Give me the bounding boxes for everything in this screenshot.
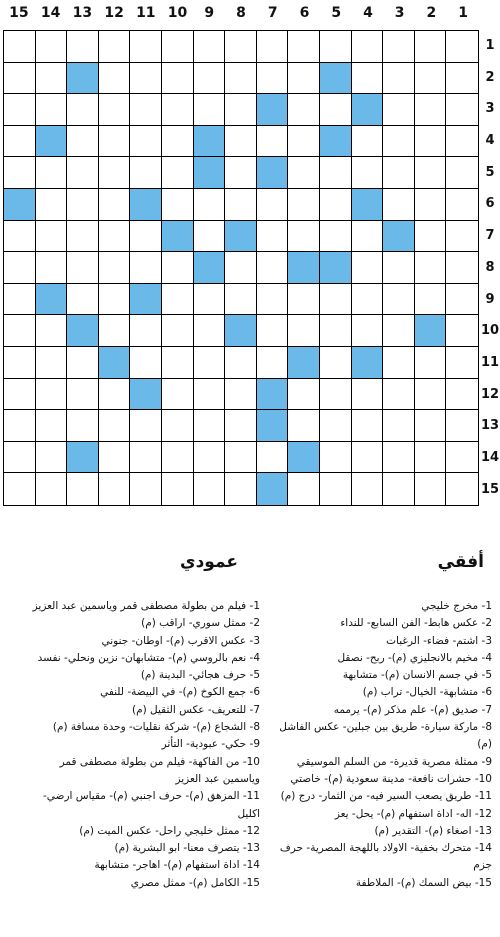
answer-cell[interactable] xyxy=(320,284,352,316)
across-clue: 10- حشرات نافعة- مدينة سعودية (م)- خاصتي xyxy=(290,772,492,785)
answer-cell[interactable] xyxy=(415,189,447,221)
answer-cell[interactable] xyxy=(415,379,447,411)
answer-cell[interactable] xyxy=(288,379,320,411)
answer-cell[interactable] xyxy=(415,347,447,379)
answer-cell[interactable] xyxy=(36,410,68,442)
blocked-cell xyxy=(162,221,194,253)
across-clue: 4- مخيم بالانجليزي (م)- ربح- نصقل xyxy=(337,651,492,664)
answer-cell[interactable] xyxy=(257,63,289,95)
answer-cell[interactable] xyxy=(383,252,415,284)
row-number: 11 xyxy=(480,354,500,370)
answer-cell[interactable] xyxy=(288,126,320,158)
blocked-cell xyxy=(4,189,36,221)
across-clue: 3- اشتم- فضاء- الرغبات xyxy=(386,634,492,647)
answer-cell[interactable] xyxy=(288,473,320,505)
answer-cell[interactable] xyxy=(352,315,384,347)
across-clue: 13- اصغاء (م)- التقدير (م) xyxy=(374,824,492,837)
down-clue: 13- يتصرف معنا- ابو البشرية (م) xyxy=(114,842,260,855)
blocked-cell xyxy=(194,126,226,158)
answer-cell[interactable] xyxy=(288,315,320,347)
across-clue: 11- طريق يصعب السير فيه- من الثمار- درج (م) xyxy=(280,790,492,803)
answer-cell[interactable] xyxy=(194,189,226,221)
row-number: 3 xyxy=(485,101,495,117)
answer-cell[interactable] xyxy=(4,442,36,474)
answer-cell[interactable] xyxy=(162,126,194,158)
column-number: 11 xyxy=(136,5,156,21)
answer-cell[interactable] xyxy=(446,157,478,189)
answer-cell[interactable] xyxy=(130,315,162,347)
column-number: 15 xyxy=(9,5,29,21)
answer-cell[interactable] xyxy=(130,252,162,284)
answer-cell[interactable] xyxy=(162,473,194,505)
answer-cell[interactable] xyxy=(383,284,415,316)
answer-cell[interactable] xyxy=(383,347,415,379)
answer-cell[interactable] xyxy=(130,126,162,158)
answer-cell[interactable] xyxy=(130,347,162,379)
answer-cell[interactable] xyxy=(162,315,194,347)
answer-cell[interactable] xyxy=(36,189,68,221)
blocked-cell xyxy=(320,126,352,158)
answer-cell[interactable] xyxy=(225,379,257,411)
answer-cell[interactable] xyxy=(130,31,162,63)
answer-cell[interactable] xyxy=(320,31,352,63)
answer-cell[interactable] xyxy=(4,252,36,284)
down-clue: 4- نعم بالروسي (م)- متشابهان- نزين ونحلي- نفسد xyxy=(37,651,260,664)
column-number: 12 xyxy=(104,5,124,21)
answer-cell[interactable] xyxy=(352,31,384,63)
down-clue: 9- حكي- عبودية- التأثر xyxy=(161,738,260,751)
blocked-cell xyxy=(288,442,320,474)
answer-cell[interactable] xyxy=(415,157,447,189)
answer-cell[interactable] xyxy=(320,221,352,253)
column-numbers xyxy=(3,2,479,24)
answer-cell[interactable] xyxy=(225,252,257,284)
blocked-cell xyxy=(130,189,162,221)
answer-cell[interactable] xyxy=(67,221,99,253)
answer-cell[interactable] xyxy=(36,347,68,379)
across-clue: 2- عكس هابط- الفن السابع- للنداء xyxy=(340,617,492,630)
answer-cell[interactable] xyxy=(446,63,478,95)
row-number: 6 xyxy=(485,196,495,212)
answer-cell[interactable] xyxy=(67,126,99,158)
answer-cell[interactable] xyxy=(288,410,320,442)
answer-cell[interactable] xyxy=(415,221,447,253)
answer-cell[interactable] xyxy=(36,63,68,95)
column-number: 4 xyxy=(363,5,373,21)
blocked-cell xyxy=(257,473,289,505)
row-number: 12 xyxy=(480,386,500,402)
row-number: 13 xyxy=(480,418,500,434)
answer-cell[interactable] xyxy=(288,63,320,95)
answer-cell[interactable] xyxy=(383,442,415,474)
answer-cell[interactable] xyxy=(36,442,68,474)
answer-cell[interactable] xyxy=(257,126,289,158)
answer-cell[interactable] xyxy=(415,442,447,474)
column-number: 1 xyxy=(458,5,469,21)
answer-cell[interactable] xyxy=(99,63,131,95)
answer-cell[interactable] xyxy=(225,126,257,158)
answer-cell[interactable] xyxy=(99,126,131,158)
across-clue: 15- بيض السمك (م)- الملاطفة xyxy=(355,876,492,889)
answer-cell[interactable] xyxy=(415,410,447,442)
across-clue: 7- صديق (م)- علم مذكر (م)- يرممه xyxy=(333,703,492,716)
blocked-cell xyxy=(257,379,289,411)
answer-cell[interactable] xyxy=(194,347,226,379)
across-clue: 8- ماركة سيارة- طريق بين جبلين- عكس الفاشل (م) xyxy=(279,721,492,751)
answer-cell[interactable] xyxy=(130,410,162,442)
answer-cell[interactable] xyxy=(194,379,226,411)
answer-cell[interactable] xyxy=(4,63,36,95)
answer-cell[interactable] xyxy=(130,157,162,189)
across-clue: 14- متحرك بخفية- الاولاد باللهجة المصرية- حرف جزم xyxy=(279,842,492,872)
answer-cell[interactable] xyxy=(320,157,352,189)
answer-cell[interactable] xyxy=(225,63,257,95)
answer-cell[interactable] xyxy=(194,473,226,505)
blocked-cell xyxy=(36,126,68,158)
blocked-cell xyxy=(288,252,320,284)
answer-cell[interactable] xyxy=(162,379,194,411)
answer-cell[interactable] xyxy=(36,31,68,63)
answer-cell[interactable] xyxy=(67,410,99,442)
blocked-cell xyxy=(320,63,352,95)
answer-cell[interactable] xyxy=(383,379,415,411)
answer-cell[interactable] xyxy=(99,252,131,284)
crossword-grid xyxy=(3,30,479,506)
answer-cell[interactable] xyxy=(415,252,447,284)
answer-cell[interactable] xyxy=(130,63,162,95)
answer-cell[interactable] xyxy=(99,189,131,221)
answer-cell[interactable] xyxy=(446,347,478,379)
down-title: عمودي xyxy=(180,552,238,572)
answer-cell[interactable] xyxy=(99,31,131,63)
answer-cell[interactable] xyxy=(225,442,257,474)
column-number: 6 xyxy=(299,5,310,21)
answer-cell[interactable] xyxy=(320,189,352,221)
answer-cell[interactable] xyxy=(415,473,447,505)
answer-cell[interactable] xyxy=(162,94,194,126)
answer-cell[interactable] xyxy=(36,379,68,411)
answer-cell[interactable] xyxy=(194,63,226,95)
answer-cell[interactable] xyxy=(225,284,257,316)
answer-cell[interactable] xyxy=(67,189,99,221)
answer-cell[interactable] xyxy=(257,442,289,474)
answer-cell[interactable] xyxy=(4,157,36,189)
answer-cell[interactable] xyxy=(225,347,257,379)
blocked-cell xyxy=(99,347,131,379)
row-number: 7 xyxy=(485,228,495,244)
answer-cell[interactable] xyxy=(162,442,194,474)
answer-cell[interactable] xyxy=(446,442,478,474)
row-number: 14 xyxy=(480,449,500,465)
answer-cell[interactable] xyxy=(4,284,36,316)
answer-cell[interactable] xyxy=(67,252,99,284)
row-number: 15 xyxy=(480,481,500,497)
down-clue: 2- ممثل سوري- اراقب (م) xyxy=(141,617,260,630)
blocked-cell xyxy=(225,221,257,253)
answer-cell[interactable] xyxy=(36,94,68,126)
answer-cell[interactable] xyxy=(130,473,162,505)
column-number: 7 xyxy=(267,5,278,21)
down-clue: 14- اداة استفهام (م)- اهاجر- متشابهة xyxy=(94,859,260,872)
answer-cell[interactable] xyxy=(288,94,320,126)
down-clue: 8- الشجاع (م)- شركة نقليات- وحدة مسافة (م) xyxy=(52,721,260,734)
answer-cell[interactable] xyxy=(67,379,99,411)
answer-cell[interactable] xyxy=(383,315,415,347)
answer-cell[interactable] xyxy=(225,473,257,505)
answer-cell[interactable] xyxy=(320,442,352,474)
blocked-cell xyxy=(36,284,68,316)
answer-cell[interactable] xyxy=(225,410,257,442)
answer-cell[interactable] xyxy=(67,157,99,189)
answer-cell[interactable] xyxy=(36,252,68,284)
answer-cell[interactable] xyxy=(446,410,478,442)
column-number: 13 xyxy=(72,5,93,21)
answer-cell[interactable] xyxy=(320,94,352,126)
down-clues xyxy=(20,598,260,892)
answer-cell[interactable] xyxy=(446,379,478,411)
answer-cell[interactable] xyxy=(257,347,289,379)
answer-cell[interactable] xyxy=(99,94,131,126)
answer-cell[interactable] xyxy=(99,442,131,474)
down-clue: 11- المزهق (م)- حرف اجنبي (م)- مقياس ارضي- اكليل xyxy=(43,790,260,820)
answer-cell[interactable] xyxy=(67,347,99,379)
answer-cell[interactable] xyxy=(99,410,131,442)
blocked-cell xyxy=(257,410,289,442)
answer-cell[interactable] xyxy=(4,347,36,379)
answer-cell[interactable] xyxy=(383,157,415,189)
answer-cell[interactable] xyxy=(320,347,352,379)
blocked-cell xyxy=(130,379,162,411)
answer-cell[interactable] xyxy=(446,221,478,253)
answer-cell[interactable] xyxy=(99,315,131,347)
answer-cell[interactable] xyxy=(194,94,226,126)
answer-cell[interactable] xyxy=(383,63,415,95)
answer-cell[interactable] xyxy=(4,473,36,505)
answer-cell[interactable] xyxy=(257,31,289,63)
answer-cell[interactable] xyxy=(225,94,257,126)
row-number: 4 xyxy=(485,133,495,149)
answer-cell[interactable] xyxy=(352,221,384,253)
answer-cell[interactable] xyxy=(383,189,415,221)
answer-cell[interactable] xyxy=(162,31,194,63)
answer-cell[interactable] xyxy=(4,410,36,442)
answer-cell[interactable] xyxy=(99,473,131,505)
blocked-cell xyxy=(320,252,352,284)
blocked-cell xyxy=(67,442,99,474)
answer-cell[interactable] xyxy=(383,94,415,126)
answer-cell[interactable] xyxy=(67,284,99,316)
column-number: 14 xyxy=(40,5,61,21)
blocked-cell xyxy=(352,347,384,379)
answer-cell[interactable] xyxy=(36,315,68,347)
blocked-cell xyxy=(67,63,99,95)
across-clue: 6- متشابهة- الخيال- تراب (م) xyxy=(362,686,492,699)
answer-cell[interactable] xyxy=(130,442,162,474)
blocked-cell xyxy=(257,157,289,189)
answer-cell[interactable] xyxy=(194,410,226,442)
blocked-cell xyxy=(288,347,320,379)
answer-cell[interactable] xyxy=(162,189,194,221)
blocked-cell xyxy=(352,189,384,221)
row-number: 9 xyxy=(485,291,495,307)
answer-cell[interactable] xyxy=(36,473,68,505)
answer-cell[interactable] xyxy=(288,31,320,63)
answer-cell[interactable] xyxy=(225,31,257,63)
answer-cell[interactable] xyxy=(446,473,478,505)
answer-cell[interactable] xyxy=(99,157,131,189)
answer-cell[interactable] xyxy=(415,31,447,63)
answer-cell[interactable] xyxy=(67,473,99,505)
answer-cell[interactable] xyxy=(320,379,352,411)
answer-cell[interactable] xyxy=(352,252,384,284)
down-clue: 6- جمع الكوخ (م)- في البيضة- للنفي xyxy=(100,686,260,699)
across-title: أفقي xyxy=(437,552,484,572)
column-number: 5 xyxy=(331,5,342,21)
answer-cell[interactable] xyxy=(4,221,36,253)
answer-cell[interactable] xyxy=(288,189,320,221)
across-clue: 9- ممثلة مصرية قديرة- من السلم الموسيقي xyxy=(296,755,492,768)
answer-cell[interactable] xyxy=(99,284,131,316)
answer-cell[interactable] xyxy=(383,473,415,505)
answer-cell[interactable] xyxy=(446,315,478,347)
answer-cell[interactable] xyxy=(352,473,384,505)
column-number: 10 xyxy=(167,5,188,21)
answer-cell[interactable] xyxy=(383,126,415,158)
answer-cell[interactable] xyxy=(446,94,478,126)
answer-cell[interactable] xyxy=(4,126,36,158)
answer-cell[interactable] xyxy=(67,94,99,126)
blocked-cell xyxy=(67,315,99,347)
answer-cell[interactable] xyxy=(446,284,478,316)
answer-cell[interactable] xyxy=(99,221,131,253)
down-clue: 12- ممثل خليجي راحل- عكس الميت (م) xyxy=(79,824,260,837)
answer-cell[interactable] xyxy=(4,94,36,126)
answer-cell[interactable] xyxy=(130,221,162,253)
down-clue: 15- الكامل (م)- ممثل مصري xyxy=(130,876,260,889)
answer-cell[interactable] xyxy=(415,126,447,158)
column-number: 9 xyxy=(204,5,215,21)
down-clue: 5- حرف هجائي- البدينة (م) xyxy=(140,669,260,682)
answer-cell[interactable] xyxy=(194,442,226,474)
blocked-cell xyxy=(257,94,289,126)
row-number: 10 xyxy=(480,323,500,339)
answer-cell[interactable] xyxy=(320,473,352,505)
answer-cell[interactable] xyxy=(288,221,320,253)
row-number: 5 xyxy=(485,164,495,180)
column-number: 2 xyxy=(426,5,437,21)
answer-cell[interactable] xyxy=(257,284,289,316)
answer-cell[interactable] xyxy=(162,63,194,95)
answer-cell[interactable] xyxy=(162,347,194,379)
blocked-cell xyxy=(383,221,415,253)
answer-cell[interactable] xyxy=(446,189,478,221)
answer-cell[interactable] xyxy=(352,126,384,158)
down-clue: 10- من الفاكهة- فيلم من بطولة مصطفى قمر وياسمين عبد العزيز xyxy=(59,755,260,785)
down-clue: 7- للتعريف- عكس الثقيل (م) xyxy=(132,703,260,716)
answer-cell[interactable] xyxy=(4,379,36,411)
across-clues xyxy=(262,598,492,892)
blocked-cell xyxy=(130,284,162,316)
blocked-cell xyxy=(194,157,226,189)
answer-cell[interactable] xyxy=(162,157,194,189)
answer-cell[interactable] xyxy=(257,189,289,221)
column-number: 3 xyxy=(394,5,405,21)
blocked-cell xyxy=(352,94,384,126)
answer-cell[interactable] xyxy=(383,410,415,442)
across-clue: 1- مخرج خليجي xyxy=(421,600,492,612)
row-number: 2 xyxy=(485,69,495,85)
answer-cell[interactable] xyxy=(99,379,131,411)
row-number: 8 xyxy=(485,259,495,275)
answer-cell[interactable] xyxy=(36,221,68,253)
answer-cell[interactable] xyxy=(352,410,384,442)
answer-cell[interactable] xyxy=(320,410,352,442)
answer-cell[interactable] xyxy=(446,252,478,284)
answer-cell[interactable] xyxy=(36,157,68,189)
answer-cell[interactable] xyxy=(383,31,415,63)
down-clue: 3- عكس الاقرب (م)- اوطان- جنوني xyxy=(101,634,260,647)
blocked-cell xyxy=(225,315,257,347)
answer-cell[interactable] xyxy=(4,315,36,347)
answer-cell[interactable] xyxy=(225,189,257,221)
answer-cell[interactable] xyxy=(162,284,194,316)
answer-cell[interactable] xyxy=(352,157,384,189)
down-clue: 1- فيلم من بطولة مصطفى قمر وياسمين عبد العزيز xyxy=(32,600,260,612)
answer-cell[interactable] xyxy=(130,94,162,126)
answer-cell[interactable] xyxy=(352,442,384,474)
answer-cell[interactable] xyxy=(415,94,447,126)
row-number: 1 xyxy=(485,38,495,53)
row-numbers xyxy=(480,30,500,505)
answer-cell[interactable] xyxy=(352,63,384,95)
answer-cell[interactable] xyxy=(415,284,447,316)
answer-cell[interactable] xyxy=(446,126,478,158)
answer-cell[interactable] xyxy=(194,315,226,347)
answer-cell[interactable] xyxy=(320,315,352,347)
blocked-cell xyxy=(194,252,226,284)
answer-cell[interactable] xyxy=(288,284,320,316)
answer-cell[interactable] xyxy=(415,63,447,95)
answer-cell[interactable] xyxy=(257,252,289,284)
answer-cell[interactable] xyxy=(4,31,36,63)
answer-cell[interactable] xyxy=(225,157,257,189)
answer-cell[interactable] xyxy=(162,252,194,284)
blocked-cell xyxy=(415,315,447,347)
across-clue: 5- في جسم الانسان (م)- متشابهة xyxy=(342,669,492,682)
answer-cell[interactable] xyxy=(257,221,289,253)
answer-cell[interactable] xyxy=(194,221,226,253)
answer-cell[interactable] xyxy=(352,379,384,411)
answer-cell[interactable] xyxy=(352,284,384,316)
across-clue: 12- اله- اداة استفهام (م)- يحل- يعز xyxy=(334,807,492,820)
answer-cell[interactable] xyxy=(194,284,226,316)
answer-cell[interactable] xyxy=(67,31,99,63)
column-number: 8 xyxy=(236,5,246,21)
answer-cell[interactable] xyxy=(288,157,320,189)
answer-cell[interactable] xyxy=(446,31,478,63)
answer-cell[interactable] xyxy=(162,410,194,442)
answer-cell[interactable] xyxy=(257,315,289,347)
answer-cell[interactable] xyxy=(194,31,226,63)
